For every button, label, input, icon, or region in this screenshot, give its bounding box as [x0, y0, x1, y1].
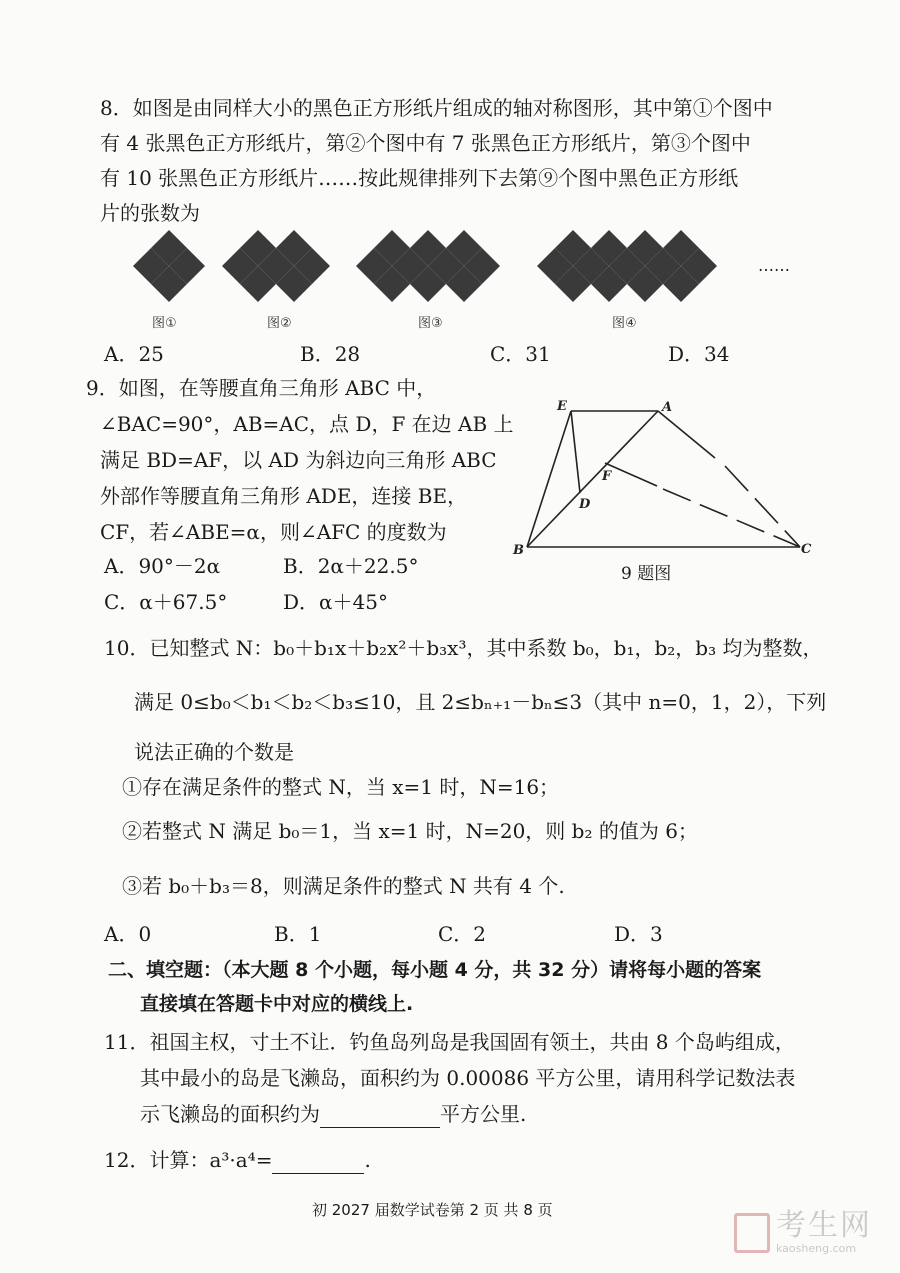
- q11-line-3-prefix: 示飞濑岛的面积约为: [140, 1102, 320, 1126]
- section2-instruction: 直接填在答题卡中对应的横线上.: [140, 993, 414, 1015]
- q8-figure-label-1: 图①: [152, 316, 177, 331]
- q8-line-3: 有 10 张黑色正方形纸片……按此规律排列下去第⑨个图中黑色正方形纸: [100, 166, 739, 190]
- q8-option-d: D．34: [668, 342, 730, 366]
- q9-option-a: A．90°－2α: [104, 554, 221, 578]
- q10-line-3: 说法正确的个数是: [134, 740, 294, 764]
- q12-suffix: .: [364, 1148, 371, 1172]
- q9-option-d: D．α＋45°: [283, 590, 388, 614]
- q10-option-c: C．2: [438, 922, 487, 946]
- q9-line-1: 9．如图，在等腰直角三角形 ABC 中，: [86, 376, 437, 400]
- q11-line-3-suffix: 平方公里.: [440, 1102, 527, 1126]
- q9-point-b: B: [513, 543, 524, 558]
- q9-option-b: B．2α＋22.5°: [283, 554, 419, 578]
- q8-figure-label-4: 图④: [612, 316, 637, 331]
- q9-line-2: ∠BAC=90°，AB=AC，点 D，F 在边 AB 上: [100, 412, 514, 436]
- q10-option-a: A．0: [104, 922, 152, 946]
- q8-option-a: A．25: [104, 342, 164, 366]
- watermark-sub: kaosheng.com: [776, 1242, 857, 1255]
- q8-option-c: C．31: [490, 342, 551, 366]
- q10-statement-1: ①存在满足条件的整式 N，当 x=1 时，N=16；: [122, 775, 560, 799]
- q10-option-b: B．1: [274, 922, 322, 946]
- q11-line-1: 11．祖国主权，寸土不让．钓鱼岛列岛是我国固有领土，共由 8 个岛屿组成，: [104, 1030, 795, 1054]
- q9-line-3: 满足 BD=AF，以 AD 为斜边向三角形 ABC: [100, 448, 497, 472]
- q9-option-c: C．α＋67.5°: [104, 590, 228, 614]
- q8-option-b: B．28: [300, 342, 361, 366]
- q12-answer-blank[interactable]: [272, 1151, 364, 1174]
- watermark-logo: [734, 1210, 872, 1255]
- q10-line-2: 满足 0≤b₀＜b₁＜b₂＜b₃≤10，且 2≤bₙ₊₁－bₙ≤3（其中 n=0，1，2），下列: [134, 690, 827, 714]
- q9-point-d: D: [579, 497, 591, 512]
- q9-figure-caption: 9 题图: [621, 564, 672, 584]
- q8-line-4: 片的张数为: [100, 201, 200, 225]
- q8-line-2: 有 4 张黑色正方形纸片，第②个图中有 7 张黑色正方形纸片，第③个图中: [100, 131, 751, 155]
- q9-triangle-figure: [505, 390, 825, 560]
- q9-point-e: E: [557, 399, 567, 414]
- q10-option-d: D．3: [614, 922, 663, 946]
- q10-statement-3: ③若 b₀＋b₃＝8，则满足条件的整式 N 共有 4 个.: [122, 874, 565, 898]
- q9-point-c: C: [801, 542, 812, 557]
- q8-ellipsis: ……: [758, 256, 790, 275]
- q8-figure-label-3: 图③: [418, 316, 443, 331]
- q11-line-2: 其中最小的岛是飞濑岛，面积约为 0.00086 平方公里，请用科学记数法表: [140, 1066, 796, 1090]
- q8-line-1: 8．如图是由同样大小的黑色正方形纸片组成的轴对称图形，其中第①个图中: [100, 96, 773, 120]
- q9-point-f: F: [602, 469, 612, 484]
- q10-statement-2: ②若整式 N 满足 b₀＝1，当 x=1 时，N=20，则 b₂ 的值为 6；: [122, 819, 698, 843]
- watermark-logo-icon: [734, 1213, 770, 1253]
- page-footer: 初 2027 届数学试卷第 2 页 共 8 页: [312, 1201, 553, 1219]
- q9-line-5: CF，若∠ABE=α，则∠AFC 的度数为: [100, 520, 447, 544]
- q12-prefix: 12．计算：a³·a⁴=: [104, 1148, 273, 1172]
- q11-answer-blank[interactable]: [320, 1105, 440, 1128]
- q9-line-4: 外部作等腰直角三角形 ADE，连接 BE，: [100, 484, 468, 508]
- q10-line-1: 10．已知整式 N：b₀＋b₁x＋b₂x²＋b₃x³，其中系数 b₀，b₁，b₂，b₃ 均为整数，: [104, 636, 823, 660]
- q12-line: [104, 1146, 371, 1174]
- q9-point-a: A: [662, 400, 673, 415]
- section2-heading: 二、填空题：（本大题 8 个小题，每小题 4 分，共 32 分）请将每小题的答案: [108, 959, 762, 981]
- q8-figure-label-2: 图②: [267, 316, 292, 331]
- q11-line-3: [140, 1100, 526, 1128]
- watermark-text: 考生网: [776, 1208, 872, 1243]
